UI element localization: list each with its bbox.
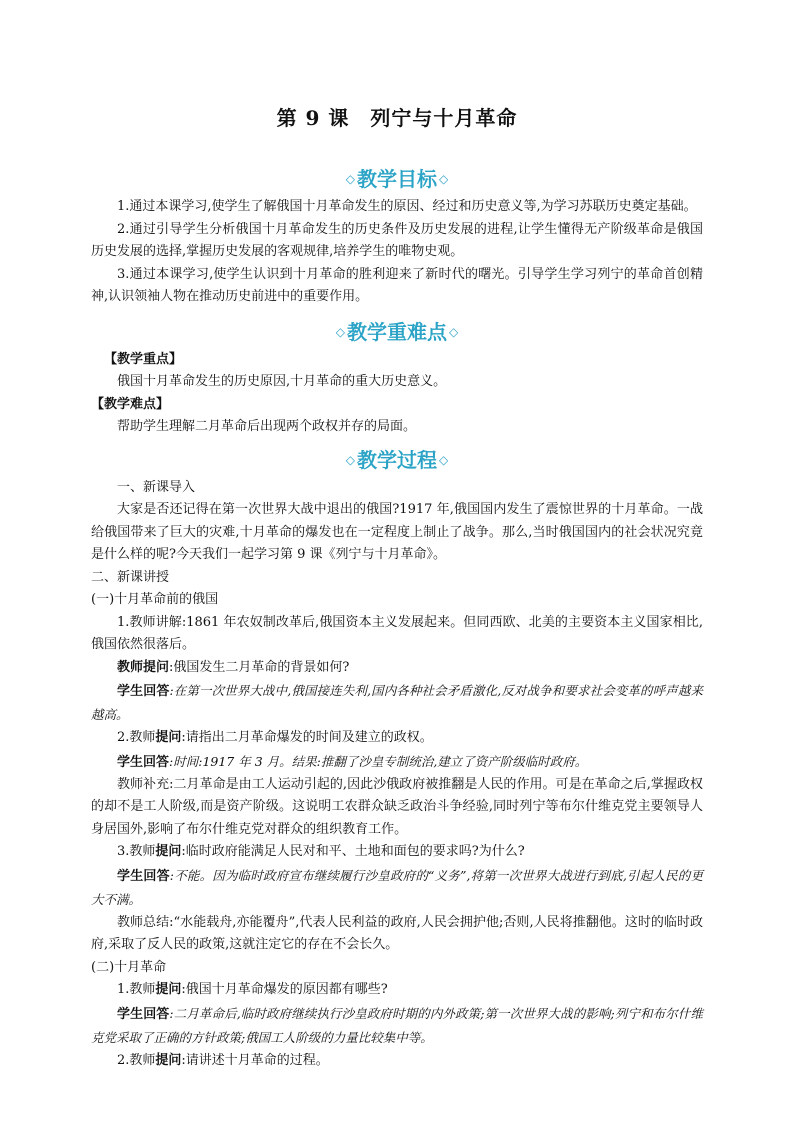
teacher-question: 3.教师提问:临时政府能满足人民对和平、土地和面包的要求吗?为什么?	[117, 844, 525, 859]
lecture-paragraph: 1.教师讲解:1861 年农奴制改革后,俄国资本主义发展起来。但同西欧、北美的主要资本主义国家相比,俄国依然很落后。	[91, 614, 703, 652]
part-heading-lecture: 二、新课讲授	[91, 569, 170, 585]
focus-text: 俄国十月革命发生的历史原因,十月革命的重大历史意义。	[117, 374, 447, 389]
teacher-question: 2.教师提问:请指出二月革命爆发的时间及建立的政权。	[117, 730, 433, 745]
objective-item: 3.通过本课学习,使学生认识到十月革命的胜利迎来了新时代的曙光。引导学生学习列宁的革命首创精神,认识领袖人物在推动历史前进中的重要作用。	[91, 266, 703, 304]
section-heading-process: ◇ 教学过程 ◇	[345, 447, 449, 472]
objective-item: 2.通过引导学生分析俄国十月革命发生的历史条件及历史发展的进程,让学生懂得无产阶级革命是俄国历史发展的选择,掌握历史发展的客观规律,培养学生的唯物史观。	[91, 221, 703, 259]
section-heading-key-points: ◇ 教学重难点 ◇	[335, 319, 459, 344]
diamond-icon: ◇	[345, 172, 355, 186]
teacher-question: 教师提问:俄国发生二月革命的背景如何?	[117, 659, 350, 675]
student-answer: 学生回答:二月革命后,临时政府继续执行沙皇政府时期的内外政策;第一次世界大战的影响;列宁和布尔什维克党采取了正确的方针政策;俄国工人阶级的力量比较集中等。	[91, 1005, 703, 1045]
student-answer: 学生回答:在第一次世界大战中,俄国接连失利,国内各种社会矛盾激化,反对战争和要求社会变革的呼声越来越高。	[91, 683, 703, 722]
diamond-icon: ◇	[439, 452, 449, 467]
subheading-october-revolution: (二)十月革命	[91, 959, 167, 975]
section-heading-objectives: ◇ 教学目标 ◇	[345, 167, 449, 191]
subheading-pre-revolution: (一)十月革命前的俄国	[91, 592, 219, 607]
focus-label: 【教学重点】	[104, 351, 183, 367]
teacher-question: 2.教师提问:请讲述十月革命的过程。	[117, 1052, 329, 1068]
teacher-summary: 教师总结:“水能载舟,亦能覆舟”,代表人民利益的政府,人民会拥护他;否则,人民将推翻他。这时的临时政府,采取了反人民的政策,这就注定它的存在不会长久。	[91, 914, 703, 952]
diamond-icon: ◇	[345, 452, 355, 467]
difficulty-label: 【教学难点】	[91, 396, 170, 412]
student-answer: 学生回答:时间:1917 年 3 月。结果:推翻了沙皇专制统治,建立了资产阶级临时政府。	[117, 753, 588, 770]
student-answer: 学生回答:不能。因为临时政府宣布继续履行沙皇政府的“义务”,将第一次世界大战进行到底,引起人民的更大不满。	[91, 867, 703, 907]
diamond-icon: ◇	[449, 324, 459, 339]
document-body	[91, 104, 703, 1072]
diamond-icon: ◇	[335, 324, 345, 339]
intro-paragraph: 大家是否还记得在第一次世界大战中退出的俄国?1917 年,俄国国内发生了震惊世界的十月革命。一战给俄国带来了巨大的灾难,十月革命的爆发也在一定程度上制止了战争。那么,当时俄国国内的社会状况究竟是什么样的呢?今天我们一起学习第 9 课《列宁与十月革命》。	[91, 502, 703, 562]
page-title: 第 9 课 列宁与十月革命	[276, 106, 518, 130]
teacher-supplement: 教师补充:二月革命是由工人运动引起的,因此沙俄政府被推翻是人民的作用。可是在革命之后,掌握政权的却不是工人阶级,而是资产阶级。这说明工农群众缺乏政治斗争经验,同时列宁等布尔什维克党主要领导人身居国外,影响了布尔什维克党对群众的组织教育工作。	[91, 776, 703, 837]
part-heading-intro: 一、新课导入	[117, 479, 196, 495]
difficulty-text: 帮助学生理解二月革命后出现两个政权并存的局面。	[117, 419, 417, 434]
diamond-icon: ◇	[439, 172, 449, 186]
objective-item: 1.通过本课学习,使学生了解俄国十月革命发生的原因、经过和历史意义等,为学习苏联历史奠定基础。	[117, 199, 697, 214]
teacher-question: 1.教师提问:俄国十月革命爆发的原因都有哪些?	[117, 982, 388, 997]
